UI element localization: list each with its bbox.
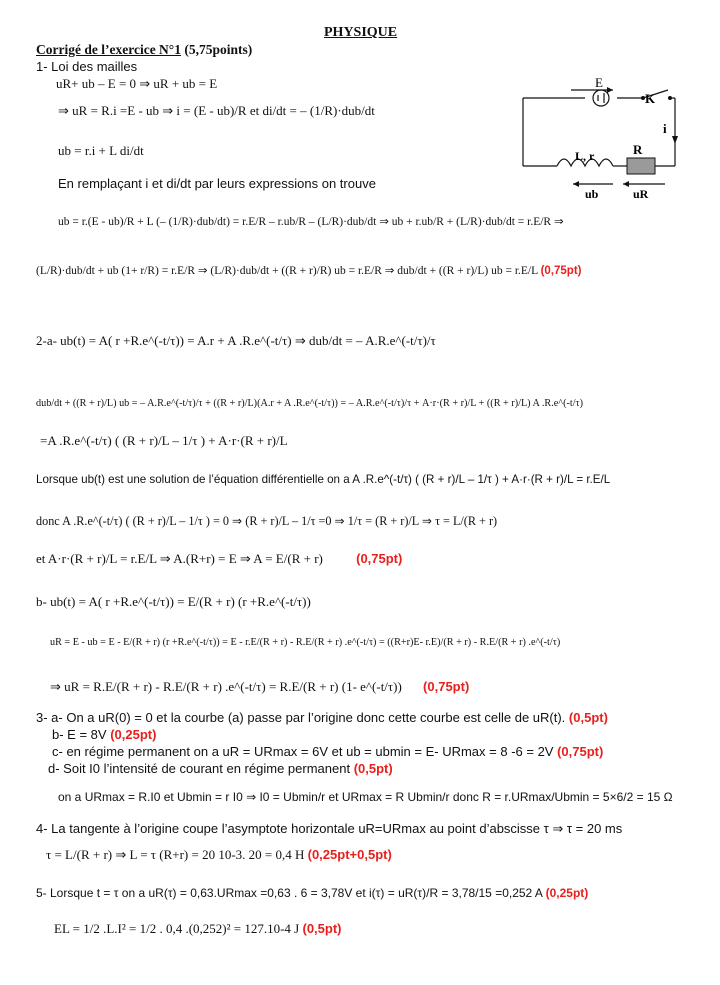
- part3-d: d- Soit I0 l’intensité de courant en régime permanent (0,5pt): [48, 761, 393, 776]
- part1-eq6: (L/R)·dub/dt + ub (1+ r/R) = r.E/R ⇒ (L/R)·dub/dt + ((R + r)/R) ub = r.E/R ⇒ dub/dt + ((R + r)/L) ub = r.E/L (0,75pt): [36, 265, 582, 277]
- part1-eq2: ⇒ uR = R.i =E - ub ⇒ i = (E - ub)/R et di/dt = – (1/R)·dub/dt: [58, 103, 375, 118]
- part1-points: (0,75pt): [540, 265, 582, 277]
- part2a-points: (0,75pt): [356, 551, 403, 566]
- part3-d-points: (0,5pt): [353, 761, 393, 776]
- part3-c-points: (0,75pt): [557, 744, 604, 759]
- part3-a: 3- a- On a uR(0) = 0 et la courbe (a) passe par l’origine donc cette courbe est celle de uR(t). (0,5pt): [36, 710, 608, 725]
- part5-points1: (0,25pt): [545, 886, 589, 900]
- part4-points: (0,25pt+0,5pt): [307, 847, 392, 862]
- part1-eq4: En remplaçant i et di/dt par leurs expressions on trouve: [58, 176, 376, 191]
- part2a-eq5: donc A .R.e^(-t/τ) ( (R + r)/L – 1/τ ) = 0 ⇒ (R + r)/L – 1/τ =0 ⇒ 1/τ = (R + r)/L ⇒ τ = L/(R + r): [36, 514, 498, 528]
- part2a-eq1: 2-a- ub(t) = A( r +R.e^(-t/τ)) = A.r + A .R.e^(-t/τ) ⇒ dub/dt = – A.R.e^(-t/τ)/τ: [36, 333, 436, 348]
- part5-line1: 5- Lorsque t = τ on a uR(τ) = 0,63.URmax =0,63 . 6 = 3,78V et i(τ) = uR(τ)/R = 3,78/15 =0,252 A (0,25pt): [36, 886, 589, 900]
- part1-label: 1- Loi des mailles: [36, 59, 138, 74]
- svg-text:K: K: [645, 91, 656, 106]
- part3-c: c- en régime permanent on a uR = URmax = 6V et ub = ubmin = E- URmax = 8 -6 = 2V (0,75pt): [52, 744, 604, 759]
- part1-eq5: ub = r.(E - ub)/R + L (– (1/R)·dub/dt) = r.E/R – r.ub/R – (L/R)·dub/dt ⇒ ub + r.ub/R + (L/R)·dub/dt = r.E/R ⇒: [58, 216, 564, 228]
- part4-line1: 4- La tangente à l’origine coupe l’asymptote horizontale uR=URmax au point d’abscisse τ ⇒ τ = 20 ms: [36, 821, 623, 836]
- svg-text:L, r: L, r: [575, 149, 595, 163]
- part5-line2: EL = 1/2 .L.I² = 1/2 . 0,4 .(0,252)² = 127.10-4 J (0,5pt): [54, 921, 342, 936]
- circuit-diagram: [515, 76, 685, 201]
- part3-b: b- E = 8V (0,25pt): [52, 727, 157, 742]
- part2a-eq3: =A .R.e^(-t/τ) ( (R + r)/L – 1/τ ) + A·r·(R + r)/L: [40, 433, 288, 448]
- part2b-eq1: b- ub(t) = A( r +R.e^(-t/τ)) = E/(R + r) (r +R.e^(-t/τ)): [36, 594, 311, 609]
- part5-points2: (0,5pt): [302, 921, 342, 936]
- page-title: PHYSIQUE: [324, 25, 398, 40]
- part3-a-points: (0,5pt): [568, 710, 608, 725]
- svg-text:R: R: [633, 142, 643, 157]
- part1-eq3: ub = r.i + L di/dt: [58, 143, 144, 158]
- part2a-eq2: dub/dt + ((R + r)/L) ub = – A.R.e^(-t/τ)/τ + ((R + r)/L)(A.r + A .R.e^(-t/τ)) = – A.R.e^(-t/τ)/τ + A·r·(R + r)/L + ((R + r)/L) A .R.e^(-t/τ): [36, 398, 584, 409]
- svg-text:ub: ub: [585, 187, 599, 201]
- part2b-points: (0,75pt): [423, 679, 470, 694]
- exercise-heading: Corrigé de l’exercice N°1 (5,75points): [36, 42, 253, 57]
- svg-text:i: i: [663, 121, 667, 136]
- svg-text:uR: uR: [633, 187, 649, 201]
- part4-line2: τ = L/(R + r) ⇒ L = τ (R+r) = 20 10-3. 20 = 0,4 H (0,25pt+0,5pt): [46, 847, 392, 862]
- part2b-eq2: uR = E - ub = E - E/(R + r) (r +R.e^(-t/τ)) = E - r.E/(R + r) - R.E/(R + r) .e^(-t/τ) = ((R+r)E- r.E)/(R + r) - R.E/(R + r) .e^(-t/τ): [50, 637, 561, 648]
- part2a-eq6: et A·r·(R + r)/L = r.E/L ⇒ A.(R+r) = E ⇒ A = E/(R + r) (0,75pt): [36, 551, 403, 566]
- part1-eq1: uR+ ub – E = 0 ⇒ uR + ub = E: [56, 76, 218, 91]
- part2a-eq4: Lorsque ub(t) est une solution de l’équation différentielle on a A .R.e^(-t/τ) ( (R + r)/L – 1/τ ) + A·r·(R + r)/L = r.E/L: [36, 473, 611, 486]
- part3-d-equation: on a URmax = R.I0 et Ubmin = r I0 ⇒ I0 = Ubmin/r et URmax = R Ubmin/r donc R = r.URmax/Ubmin = 5×6/2 = 15 Ω: [58, 790, 673, 804]
- part3-b-points: (0,25pt): [110, 727, 157, 742]
- part2b-eq3: ⇒ uR = R.E/(R + r) - R.E/(R + r) .e^(-t/τ) = R.E/(R + r) (1- e^(-t/τ)) (0,75pt): [50, 679, 470, 694]
- svg-text:E: E: [595, 76, 603, 90]
